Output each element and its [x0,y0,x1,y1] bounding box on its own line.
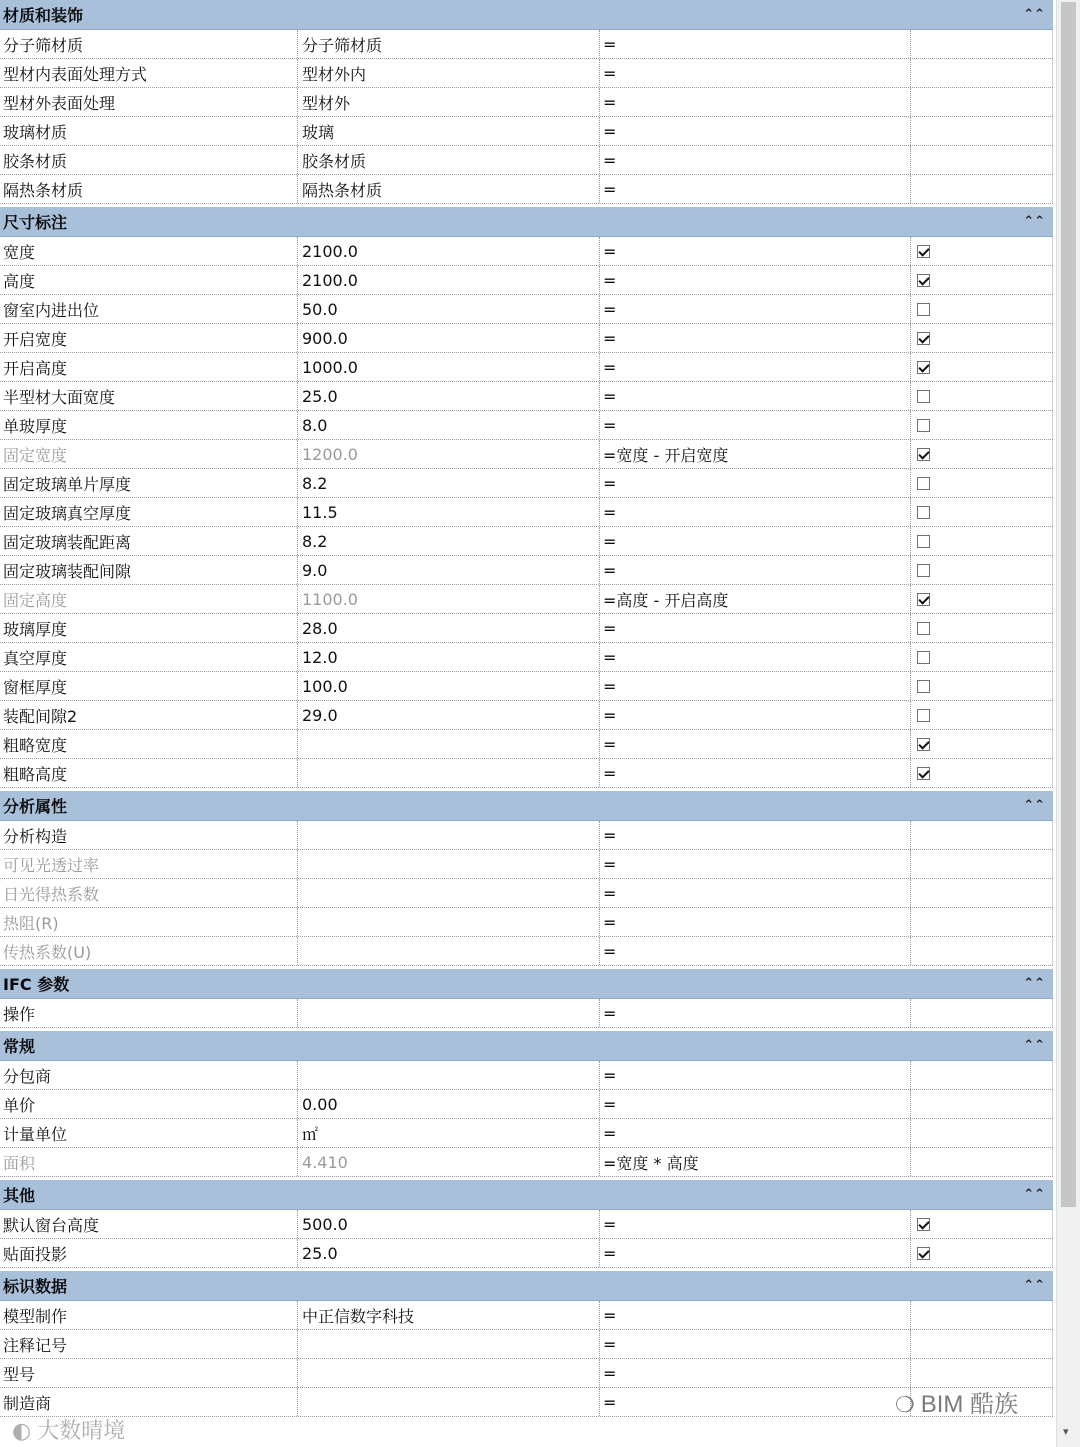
lock-checkbox[interactable] [917,245,930,258]
parameter-lock-cell [911,1359,1053,1387]
parameter-lock-cell [911,850,1053,878]
parameter-lock-cell[interactable] [911,1210,1053,1238]
lock-checkbox[interactable] [917,419,930,432]
watermark-logo-icon: ◐ [12,1419,32,1444]
parameter-name: 传热系数(U) [0,937,298,965]
parameter-name: 型号 [0,1359,298,1387]
parameter-value-field[interactable]: 分子筛材质 [298,30,600,58]
parameter-name: 型材外表面处理 [0,88,298,116]
parameter-lock-cell[interactable] [911,614,1053,642]
parameter-row [0,175,1053,204]
parameter-lock-cell[interactable] [911,730,1053,758]
parameter-formula-field[interactable]: = [600,643,911,671]
parameter-name: 粗略宽度 [0,730,298,758]
parameter-lock-cell[interactable] [911,1239,1053,1267]
parameter-value-field[interactable]: 100.0 [298,672,600,700]
parameter-formula-field[interactable]: = [600,117,911,145]
parameter-lock-cell[interactable] [911,556,1053,584]
parameter-lock-cell[interactable] [911,585,1053,613]
parameter-formula-field[interactable]: = [600,324,911,352]
group-title: IFC 参数 [3,975,70,994]
parameter-formula-field[interactable]: = [600,1119,911,1147]
parameter-value-field[interactable]: 胶条材质 [298,146,600,174]
parameter-lock-cell[interactable] [911,672,1053,700]
parameter-value-field[interactable]: 隔热条材质 [298,175,600,203]
lock-checkbox[interactable] [917,680,930,693]
lock-checkbox[interactable] [917,477,930,490]
parameter-name: 型材内表面处理方式 [0,59,298,87]
parameter-value-field[interactable]: 8.0 [298,411,600,439]
parameter-value-field[interactable]: 中正信数字科技 [298,1301,600,1329]
parameter-lock-cell[interactable] [911,469,1053,497]
parameter-name: 操作 [0,999,298,1027]
parameter-formula-field[interactable]: = [600,759,911,787]
parameter-lock-cell[interactable] [911,440,1053,468]
parameter-lock-cell [911,175,1053,203]
lock-checkbox[interactable] [917,274,930,287]
parameter-formula-field[interactable]: = [600,59,911,87]
parameter-formula-field[interactable]: = [600,672,911,700]
parameter-name: 开启宽度 [0,324,298,352]
group-header[interactable] [0,1031,1053,1061]
parameter-value-field[interactable] [298,999,600,1027]
parameter-name: 玻璃材质 [0,117,298,145]
parameter-formula-field[interactable]: = [600,821,911,849]
lock-checkbox[interactable] [917,738,930,751]
parameter-value-field[interactable]: 900.0 [298,324,600,352]
group-header[interactable] [0,207,1053,237]
parameter-lock-cell [911,88,1053,116]
parameter-lock-cell [911,59,1053,87]
parameter-name: 粗略高度 [0,759,298,787]
parameter-name: 固定宽度 [0,440,298,468]
parameter-name: 装配间隙2 [0,701,298,729]
lock-checkbox[interactable] [917,361,930,374]
parameter-value-field[interactable] [298,1359,600,1387]
parameter-lock-cell [911,1090,1053,1118]
double-chevron-up-icon[interactable]: ⌃⌃ [1023,7,1045,22]
parameter-formula-field[interactable]: = [600,469,911,497]
parameter-value-field[interactable] [298,730,600,758]
parameter-value-field[interactable]: 8.2 [298,527,600,555]
parameter-row [0,850,1053,879]
scroll-down-arrow-icon[interactable]: ▾ [1063,1425,1069,1438]
parameter-formula-field[interactable]: = [600,353,911,381]
parameter-formula-field[interactable]: = [600,908,911,936]
double-chevron-up-icon[interactable]: ⌃⌃ [1023,214,1045,229]
parameter-value-field[interactable]: 2100.0 [298,266,600,294]
parameter-lock-cell[interactable] [911,527,1053,555]
parameter-lock-cell[interactable] [911,266,1053,294]
lock-checkbox[interactable] [917,622,930,635]
parameter-lock-cell[interactable] [911,411,1053,439]
parameter-row [0,643,1053,672]
lock-checkbox[interactable] [917,593,930,606]
parameter-name: 固定玻璃装配距离 [0,527,298,555]
parameter-formula-field[interactable]: = [600,295,911,323]
watermark-right [895,1384,1018,1419]
parameter-name: 固定玻璃装配间隙 [0,556,298,584]
parameter-row [0,614,1053,643]
double-chevron-up-icon[interactable]: ⌃⌃ [1023,1278,1045,1293]
parameter-formula-field[interactable]: = [600,937,911,965]
group-title: 尺寸标注 [3,213,68,232]
parameter-name: 默认窗台高度 [0,1210,298,1238]
parameter-formula-field[interactable]: = [600,382,911,410]
parameter-name: 贴面投影 [0,1239,298,1267]
parameter-lock-cell[interactable] [911,237,1053,265]
double-chevron-up-icon[interactable]: ⌃⌃ [1023,798,1045,813]
parameter-value-field[interactable]: 25.0 [298,1239,600,1267]
parameter-name: 玻璃厚度 [0,614,298,642]
parameter-formula-field[interactable]: = [600,146,911,174]
watermark-left [12,1414,125,1445]
parameter-lock-cell [911,999,1053,1027]
parameter-name: 真空厚度 [0,643,298,671]
parameter-formula-field[interactable]: = [600,879,911,907]
parameter-name: 热阻(R) [0,908,298,936]
parameter-value-field[interactable]: 2100.0 [298,237,600,265]
parameter-row [0,382,1053,411]
lock-checkbox[interactable] [917,448,930,461]
parameter-value-field[interactable] [298,1388,600,1416]
parameter-lock-cell[interactable] [911,759,1053,787]
parameter-value-field[interactable]: 25.0 [298,382,600,410]
parameter-value-field[interactable] [298,821,600,849]
parameter-row [0,879,1053,908]
parameter-formula-field[interactable]: = [600,175,911,203]
parameter-formula-field[interactable]: = [600,1239,911,1267]
parameter-lock-cell[interactable] [911,643,1053,671]
parameter-lock-cell [911,879,1053,907]
parameter-row [0,730,1053,759]
parameter-formula-field[interactable]: =宽度 - 开启宽度 [600,440,911,468]
group-title: 分析属性 [3,797,68,816]
parameter-name: 胶条材质 [0,146,298,174]
parameter-row [0,1210,1053,1239]
parameter-name: 半型材大面宽度 [0,382,298,410]
parameter-row [0,701,1053,730]
parameter-row [0,30,1053,59]
parameter-lock-cell[interactable] [911,382,1053,410]
parameter-row [0,498,1053,527]
parameter-lock-cell [911,117,1053,145]
parameter-lock-cell[interactable] [911,701,1053,729]
parameter-lock-cell [911,30,1053,58]
parameter-value-field: 4.410 [298,1148,600,1176]
parameter-lock-cell [911,1330,1053,1358]
parameter-value-field[interactable]: 29.0 [298,701,600,729]
parameter-name: 制造商 [0,1388,298,1416]
parameter-value-field: 1200.0 [298,440,600,468]
lock-checkbox[interactable] [917,709,930,722]
parameter-formula-field[interactable]: = [600,701,911,729]
parameter-formula-field[interactable]: = [600,30,911,58]
lock-checkbox[interactable] [917,651,930,664]
parameter-lock-cell [911,1148,1053,1176]
parameter-name: 固定玻璃真空厚度 [0,498,298,526]
parameter-name: 单价 [0,1090,298,1118]
lock-checkbox[interactable] [917,1247,930,1260]
group-header[interactable] [0,1271,1053,1301]
parameter-value-field [298,908,600,936]
parameter-row [0,759,1053,788]
scrollbar-thumb[interactable] [1061,2,1076,1207]
group-header[interactable] [0,0,1053,30]
parameter-name: 计量单位 [0,1119,298,1147]
parameter-formula-field[interactable]: = [600,1061,911,1089]
parameter-formula-field[interactable]: = [600,88,911,116]
parameter-value-field[interactable]: 500.0 [298,1210,600,1238]
parameter-lock-cell [911,908,1053,936]
parameter-value-field[interactable]: ㎡ [298,1119,600,1147]
parameter-formula-field[interactable]: = [600,1388,911,1416]
watermark-right-text: BIM 酷族 [920,1391,1019,1418]
parameter-formula-field[interactable]: = [600,1090,911,1118]
parameter-lock-cell [911,937,1053,965]
parameter-row [0,937,1053,966]
lock-checkbox[interactable] [917,303,930,316]
parameter-formula-field[interactable]: = [600,527,911,555]
parameter-value-field [298,850,600,878]
parameter-name: 窗室内进出位 [0,295,298,323]
group-title: 标识数据 [3,1277,68,1296]
parameter-formula-field[interactable]: = [600,1330,911,1358]
parameter-row [0,117,1053,146]
parameter-value-field[interactable] [298,1330,600,1358]
parameter-row [0,1330,1053,1359]
parameter-lock-cell [911,1301,1053,1329]
parameter-row [0,295,1053,324]
parameter-formula-field[interactable]: = [600,556,911,584]
vertical-scrollbar[interactable] [1056,0,1080,1447]
parameter-name: 高度 [0,266,298,294]
double-chevron-up-icon[interactable]: ⌃⌃ [1023,1038,1045,1053]
parameter-row [0,1090,1053,1119]
watermark-left-text: 大数晴境 [37,1419,126,1444]
parameter-row [0,469,1053,498]
double-chevron-up-icon[interactable]: ⌃⌃ [1023,976,1045,991]
wechat-icon: ❍ [895,1392,915,1417]
parameter-lock-cell[interactable] [911,353,1053,381]
parameter-row [0,411,1053,440]
parameter-row [0,59,1053,88]
parameter-value-field[interactable]: 1000.0 [298,353,600,381]
lock-checkbox[interactable] [917,332,930,345]
parameter-value-field[interactable] [298,1061,600,1089]
parameter-value-field[interactable]: 50.0 [298,295,600,323]
parameter-name: 窗框厚度 [0,672,298,700]
parameter-name: 日光得热系数 [0,879,298,907]
parameter-lock-cell[interactable] [911,324,1053,352]
group-header[interactable] [0,791,1053,821]
parameter-name: 模型制作 [0,1301,298,1329]
lock-checkbox[interactable] [917,564,930,577]
parameter-value-field[interactable]: 型材外内 [298,59,600,87]
parameter-value-field[interactable]: 28.0 [298,614,600,642]
group-title: 材质和装饰 [3,6,84,25]
parameter-row [0,440,1053,469]
parameter-name: 固定玻璃单片厚度 [0,469,298,497]
parameter-row [0,1119,1053,1148]
lock-checkbox[interactable] [917,535,930,548]
parameter-row [0,585,1053,614]
lock-checkbox[interactable] [917,767,930,780]
parameter-name: 可见光透过率 [0,850,298,878]
parameter-formula-field[interactable]: = [600,999,911,1027]
parameter-row [0,821,1053,850]
parameter-row [0,1148,1053,1177]
lock-checkbox[interactable] [917,1218,930,1231]
parameter-formula-field[interactable]: = [600,411,911,439]
parameter-lock-cell[interactable] [911,498,1053,526]
parameter-row [0,266,1053,295]
parameter-value-field[interactable]: 12.0 [298,643,600,671]
parameter-name: 分包商 [0,1061,298,1089]
group-header[interactable] [0,1180,1053,1210]
parameter-row [0,1061,1053,1090]
parameter-row [0,324,1053,353]
parameter-formula-field[interactable]: =宽度 * 高度 [600,1148,911,1176]
parameter-row [0,908,1053,937]
parameter-row [0,556,1053,585]
parameter-formula-field[interactable]: = [600,850,911,878]
parameter-value-field[interactable]: 型材外 [298,88,600,116]
parameter-row [0,353,1053,382]
parameter-row [0,1301,1053,1330]
parameter-name: 面积 [0,1148,298,1176]
parameter-formula-field[interactable]: = [600,1301,911,1329]
parameter-name: 固定高度 [0,585,298,613]
parameter-value-field[interactable]: 8.2 [298,469,600,497]
parameter-name: 分析构造 [0,821,298,849]
group-title: 其他 [3,1186,36,1205]
parameter-name: 隔热条材质 [0,175,298,203]
parameter-formula-field[interactable]: = [600,1359,911,1387]
parameter-lock-cell[interactable] [911,295,1053,323]
parameter-name: 开启高度 [0,353,298,381]
parameter-lock-cell [911,1119,1053,1147]
parameter-row [0,672,1053,701]
parameter-row [0,237,1053,266]
parameter-value-field[interactable]: 0.00 [298,1090,600,1118]
parameter-row [0,527,1053,556]
parameter-formula-field[interactable]: = [600,266,911,294]
parameter-name: 宽度 [0,237,298,265]
parameter-value-field[interactable] [298,759,600,787]
parameter-value-field [298,879,600,907]
parameter-value-field[interactable]: 玻璃 [298,117,600,145]
group-title: 常规 [3,1037,36,1056]
parameter-value-field[interactable]: 9.0 [298,556,600,584]
parameter-lock-cell [911,146,1053,174]
parameter-formula-field[interactable]: = [600,237,911,265]
parameter-row [0,999,1053,1028]
parameter-value-field [298,937,600,965]
group-header[interactable] [0,969,1053,999]
parameter-formula-field[interactable]: = [600,730,911,758]
parameter-lock-cell [911,821,1053,849]
lock-checkbox[interactable] [917,390,930,403]
parameter-name: 单玻厚度 [0,411,298,439]
parameter-formula-field[interactable]: = [600,1210,911,1238]
parameter-row [0,146,1053,175]
parameter-row [0,1239,1053,1268]
parameter-formula-field[interactable]: = [600,614,911,642]
double-chevron-up-icon[interactable]: ⌃⌃ [1023,1187,1045,1202]
parameter-name: 分子筛材质 [0,30,298,58]
parameter-value-field: 1100.0 [298,585,600,613]
parameter-formula-field[interactable]: = [600,498,911,526]
parameter-value-field[interactable]: 11.5 [298,498,600,526]
parameter-formula-field[interactable]: =高度 - 开启高度 [600,585,911,613]
parameter-lock-cell [911,1061,1053,1089]
parameter-name: 注释记号 [0,1330,298,1358]
lock-checkbox[interactable] [917,506,930,519]
parameter-row [0,88,1053,117]
